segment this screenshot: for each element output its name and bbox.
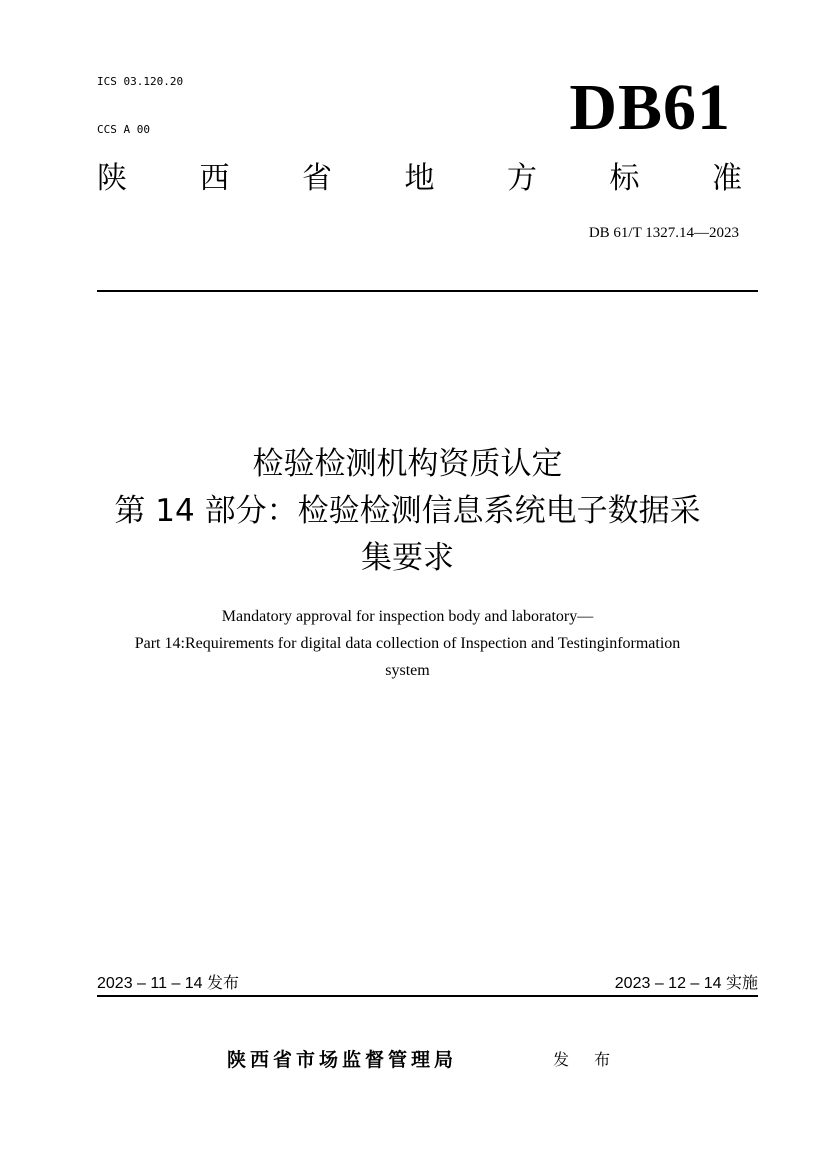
standard-type-char: 标	[609, 161, 640, 196]
standard-type-char: 陕	[97, 161, 127, 196]
standard-code: DB61	[569, 71, 731, 144]
standard-number: DB 61/T 1327.14—2023	[588, 225, 739, 241]
english-title	[40, 603, 775, 684]
classification-codes	[97, 42, 183, 154]
chinese-title-line: 检验检测机构资质认定	[252, 446, 563, 482]
chinese-title-line: 集要求	[361, 540, 454, 576]
top-divider	[97, 290, 758, 292]
release-date: 2023 – 11 – 14 发布	[97, 975, 240, 992]
chinese-title-line: 第 14 部分：检验检测信息系统电子数据采	[114, 493, 701, 529]
bottom-divider	[97, 995, 758, 997]
standard-type-char: 方	[507, 161, 537, 196]
chinese-title	[40, 441, 775, 582]
standard-type-char: 地	[404, 161, 435, 196]
implementation-date: 2023 – 12 – 14 实施	[614, 975, 758, 992]
standard-type-char: 西	[199, 161, 230, 196]
english-title-line: Mandatory approval for inspection body and laboratory—	[221, 608, 594, 625]
standard-type-heading	[97, 154, 742, 204]
ics-code: ICS 03.120.20	[97, 75, 184, 88]
english-title-line: system	[385, 662, 430, 679]
publish-label: 发 布	[553, 1050, 621, 1069]
standard-type-char: 省	[302, 161, 332, 196]
dates-row	[97, 973, 758, 997]
ccs-code: CCS A 00	[97, 123, 150, 136]
english-title-line: Part 14:Requirements for digital data collection of Inspection and Testinginformation	[134, 635, 681, 652]
publisher-name: 陕西省市场监督管理局	[227, 1049, 458, 1071]
standard-type-char: 准	[712, 161, 742, 196]
